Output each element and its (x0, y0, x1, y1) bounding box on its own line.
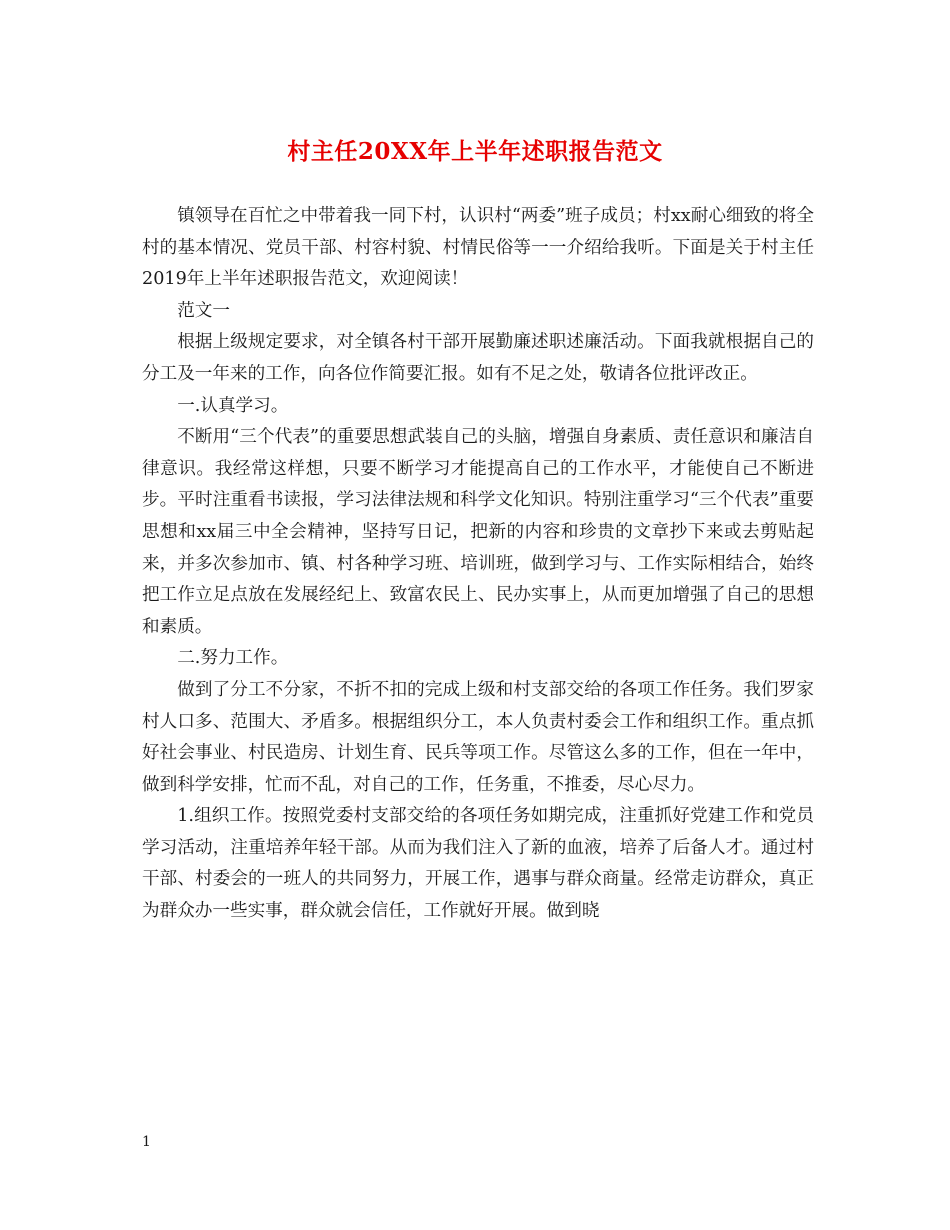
paragraph-intro: 镇领导在百忙之中带着我一同下村，认识村“两委”班子成员；村xx耐心细致的将全村的基本情况、党员干部、村容村貌、村情民俗等一一介绍给我听。下面是关于村主任2019年上半年述职报告范文，欢迎阅读！ (142, 206, 814, 290)
paragraph-sample-heading: 范文一 (177, 300, 230, 321)
section-heading-work: 二.努力工作。 (177, 648, 289, 669)
document-title: 村主任20XX年上半年述职报告范文 (287, 138, 663, 165)
paragraph-opening: 根据上级规定要求，对全镇各村干部开展勤廉述职述廉活动。下面我就根据自己的分工及一年来的工作，向各位作简要汇报。如有不足之处，敬请各位批评改正。 (142, 332, 814, 384)
section-heading-study: 一.认真学习。 (177, 395, 289, 416)
paragraph-organization: 1.组织工作。按照党委村支部交给的各项任务如期完成，注重抓好党建工作和党员学习活动，注重培养年轻干部。从而为我们注入了新的血液，培养了后备人才。通过村干部、村委会的一班人的共同努力，开展工作，遇事与群众商量。经常走访群众，真正为群众办一些实事，群众就会信任，工作就好开展。做到晓 (142, 806, 814, 922)
page-number: 1 (142, 1134, 151, 1150)
paragraph-study: 不断用“三个代表”的重要思想武装自己的头脑，增强自身素质、责任意识和廉洁自律意识。我经常这样想，只要不断学习才能提高自己的工作水平，才能使自己不断进步。平时注重看书读报，学习法律法规和科学文化知识。特别注重学习“三个代表”重要思想和xx届三中全会精神，坚持写日记，把新的内容和珍贵的文章抄下来或去剪贴起来，并多次参加市、镇、村各种学习班、培训班，做到学习与、工作实际相结合，始终把工作立足点放在发展经纪上、致富农民上、民办实事上，从而更加增强了自己的思想和素质。 (142, 427, 814, 637)
paragraph-work: 做到了分工不分家，不折不扣的完成上级和村支部交给的各项工作任务。我们罗家村人口多、范围大、矛盾多。根据组织分工，本人负责村委会工作和组织工作。重点抓好社会事业、村民造房、计划生育、民兵等项工作。尽管这么多的工作，但在一年中，做到科学安排，忙而不乱，对自己的工作，任务重，不推委，尽心尽力。 (142, 679, 814, 795)
document-body (142, 201, 814, 928)
